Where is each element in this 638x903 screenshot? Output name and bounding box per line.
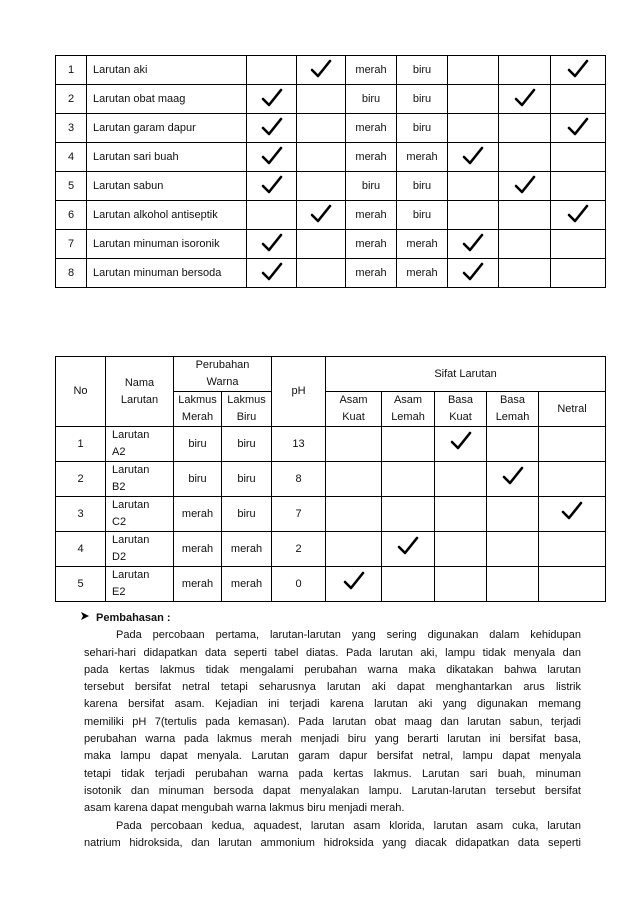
litmus-red-result: merah (346, 230, 397, 259)
table-row (56, 427, 606, 462)
litmus-blue-result: merah (397, 259, 448, 288)
check-cell (247, 143, 297, 172)
litmus-red-result: biru (174, 427, 222, 462)
solution-name: Larutan E2 (106, 567, 174, 602)
checkmark-icon (261, 175, 283, 195)
property-cell (487, 462, 539, 497)
litmus-red-result: merah (174, 567, 222, 602)
check-cell (499, 201, 551, 230)
solution-name: Larutan garam dapur (87, 114, 247, 143)
header-nama-larutan: Nama Larutan (106, 357, 174, 427)
header-netral: Netral (539, 392, 606, 427)
litmus-blue-result: merah (222, 567, 272, 602)
litmus-blue-result: biru (397, 201, 448, 230)
header-lakmus-merah: Lakmus Merah (174, 392, 222, 427)
discussion-paragraph-2 (84, 818, 581, 853)
property-cell (435, 567, 487, 602)
checkmark-icon (397, 536, 419, 556)
checkmark-icon (502, 466, 524, 486)
check-cell (297, 114, 346, 143)
check-cell (297, 56, 346, 85)
property-cell (326, 462, 382, 497)
row-number: 7 (56, 230, 87, 259)
litmus-blue-result: biru (222, 497, 272, 532)
paragraph-line: isotonik dan minuman bersoda dapat menyalakan lampu. Larutan-larutan tersebut bersifat (84, 784, 581, 797)
row-number: 8 (56, 259, 87, 288)
table-row (56, 172, 606, 201)
paragraph-line: maka lampu dapat menyala. Larutan garam dapur bersifat netral, lampu dapat menyala (84, 750, 581, 763)
check-cell (297, 143, 346, 172)
property-cell (382, 532, 435, 567)
check-cell (448, 85, 499, 114)
results-table-2 (55, 356, 606, 602)
litmus-red-result: biru (346, 172, 397, 201)
checkmark-icon (310, 59, 332, 79)
property-cell (539, 427, 606, 462)
check-cell (499, 172, 551, 201)
property-cell (539, 567, 606, 602)
ph-value: 0 (272, 567, 326, 602)
check-cell (551, 143, 606, 172)
checkmark-icon (514, 88, 536, 108)
checkmark-icon (261, 233, 283, 253)
paragraph-line: Pada percobaan kedua, aquadest, larutan asam klorida, larutan asam cuka, larutan (116, 819, 581, 832)
check-cell (448, 230, 499, 259)
check-cell (297, 230, 346, 259)
results-table-1 (55, 55, 606, 288)
table-row (56, 230, 606, 259)
litmus-blue-result: biru (397, 56, 448, 85)
property-cell (539, 462, 606, 497)
check-cell (499, 230, 551, 259)
checkmark-icon (261, 262, 283, 282)
check-cell (551, 201, 606, 230)
checkmark-icon (310, 204, 332, 224)
check-cell (297, 259, 346, 288)
check-cell (499, 56, 551, 85)
row-number: 1 (56, 427, 106, 462)
litmus-blue-result: biru (397, 172, 448, 201)
property-cell (487, 427, 539, 462)
property-cell (435, 427, 487, 462)
ph-value: 8 (272, 462, 326, 497)
litmus-red-result: merah (346, 259, 397, 288)
row-number: 4 (56, 143, 87, 172)
paragraph-line: natrium hidroksida, dan larutan ammonium hidroksida yang diacak didapatkan data seperti (84, 836, 581, 849)
header-asam-kuat: Asam Kuat (326, 392, 382, 427)
check-cell (499, 143, 551, 172)
property-cell (382, 567, 435, 602)
paragraph-line: pada kertas lakmus tidak mengalami perubahan warna maka dikatakan bahwa larutan (84, 663, 581, 676)
solution-name: Larutan obat maag (87, 85, 247, 114)
property-cell (539, 532, 606, 567)
check-cell (448, 259, 499, 288)
check-cell (247, 85, 297, 114)
check-cell (247, 172, 297, 201)
litmus-red-result: biru (174, 462, 222, 497)
litmus-blue-result: merah (222, 532, 272, 567)
property-cell (487, 497, 539, 532)
litmus-blue-result: biru (397, 85, 448, 114)
row-number: 4 (56, 532, 106, 567)
litmus-blue-result: merah (397, 143, 448, 172)
check-cell (551, 172, 606, 201)
solution-name: Larutan alkohol antiseptik (87, 201, 247, 230)
paragraph-line: sehari-hari didapatkan data seperti tabel diatas. Pada larutan aki, lampu tidak menyala dan (84, 646, 581, 659)
litmus-red-result: merah (174, 532, 222, 567)
property-cell (539, 497, 606, 532)
discussion-section (84, 610, 581, 852)
checkmark-icon (567, 204, 589, 224)
check-cell (297, 201, 346, 230)
property-cell (326, 567, 382, 602)
table-row (56, 56, 606, 85)
litmus-blue-result: biru (397, 114, 448, 143)
header-asam-lemah: Asam Lemah (382, 392, 435, 427)
checkmark-icon (561, 501, 583, 521)
check-cell (247, 201, 297, 230)
check-cell (448, 143, 499, 172)
table-row (56, 462, 606, 497)
property-cell (435, 462, 487, 497)
checkmark-icon (450, 431, 472, 451)
paragraph-line: memiliki pH 7(tertulis pada kemasan). Pada larutan obat maag dan larutan sabun, terjadi (84, 715, 581, 728)
checkmark-icon (462, 146, 484, 166)
row-number: 3 (56, 497, 106, 532)
solution-name: Larutan B2 (106, 462, 174, 497)
checkmark-icon (261, 88, 283, 108)
litmus-blue-result: biru (222, 462, 272, 497)
litmus-red-result: merah (346, 143, 397, 172)
paragraph-line: Pada percobaan pertama, larutan-larutan yang sering digunakan dalam kehidupan (116, 629, 581, 642)
solution-name: Larutan sari buah (87, 143, 247, 172)
property-cell (382, 497, 435, 532)
check-cell (448, 114, 499, 143)
discussion-paragraph-1 (84, 627, 581, 817)
solution-name: Larutan aki (87, 56, 247, 85)
solution-name: Larutan sabun (87, 172, 247, 201)
property-cell (435, 497, 487, 532)
header-sifat-larutan: Sifat Larutan (326, 357, 606, 392)
check-cell (448, 172, 499, 201)
table-row (56, 567, 606, 602)
litmus-red-result: merah (346, 114, 397, 143)
check-cell (551, 85, 606, 114)
property-cell (435, 532, 487, 567)
table-row (56, 259, 606, 288)
paragraph-line: tersebut bersifat netral tetapi seharusnya larutan aki dapat menghantarkan arus listrik (84, 681, 581, 694)
property-cell (487, 532, 539, 567)
checkmark-icon (514, 175, 536, 195)
check-cell (297, 172, 346, 201)
check-cell (499, 259, 551, 288)
checkmark-icon (261, 117, 283, 137)
check-cell (551, 259, 606, 288)
paragraph-line: asam karena dapat mengubah warna lakmus biru menjadi merah. (84, 802, 405, 815)
check-cell (448, 201, 499, 230)
check-cell (247, 259, 297, 288)
check-cell (247, 56, 297, 85)
check-cell (499, 114, 551, 143)
table-row (56, 143, 606, 172)
ph-value: 2 (272, 532, 326, 567)
checkmark-icon (462, 233, 484, 253)
checkmark-icon (567, 59, 589, 79)
paragraph-line: tetapi tidak terjadi perubahan warna pada kertas lakmus. Larutan sari buah, minuman (84, 767, 581, 780)
table-row (56, 497, 606, 532)
header-no: No (56, 357, 106, 427)
row-number: 2 (56, 85, 87, 114)
property-cell (326, 497, 382, 532)
litmus-red-result: biru (346, 85, 397, 114)
property-cell (382, 462, 435, 497)
property-cell (326, 532, 382, 567)
checkmark-icon (567, 117, 589, 137)
header-lakmus-biru: Lakmus Biru (222, 392, 272, 427)
checkmark-icon (261, 146, 283, 166)
check-cell (499, 85, 551, 114)
row-number: 6 (56, 201, 87, 230)
discussion-heading: Pembahasan : (80, 610, 581, 627)
row-number: 5 (56, 172, 87, 201)
litmus-red-result: merah (174, 497, 222, 532)
check-cell (551, 114, 606, 143)
property-cell (326, 427, 382, 462)
ph-value: 7 (272, 497, 326, 532)
check-cell (551, 56, 606, 85)
row-number: 2 (56, 462, 106, 497)
check-cell (448, 56, 499, 85)
header-basa-kuat: Basa Kuat (435, 392, 487, 427)
checkmark-icon (343, 571, 365, 591)
check-cell (297, 85, 346, 114)
row-number: 1 (56, 56, 87, 85)
table-row (56, 85, 606, 114)
paragraph-line: perubahan warna pada lakmus merah menjadi biru yang berarti larutan ini bersifat basa, (84, 733, 581, 746)
solution-name: Larutan A2 (106, 427, 174, 462)
header-ph: pH (272, 357, 326, 427)
litmus-blue-result: merah (397, 230, 448, 259)
solution-name: Larutan minuman bersoda (87, 259, 247, 288)
ph-value: 13 (272, 427, 326, 462)
check-cell (247, 230, 297, 259)
check-cell (247, 114, 297, 143)
solution-name: Larutan minuman isoronik (87, 230, 247, 259)
paragraph-line: karena bersifat asam. Kejadian ini terjadi karena larutan aki yang digunakan memang (84, 698, 581, 711)
header-basa-lemah: Basa Lemah (487, 392, 539, 427)
property-cell (382, 427, 435, 462)
property-cell (487, 567, 539, 602)
litmus-red-result: merah (346, 201, 397, 230)
litmus-red-result: merah (346, 56, 397, 85)
table-row (56, 114, 606, 143)
solution-name: Larutan D2 (106, 532, 174, 567)
check-cell (551, 230, 606, 259)
table-row (56, 532, 606, 567)
litmus-blue-result: biru (222, 427, 272, 462)
solution-name: Larutan C2 (106, 497, 174, 532)
table-row (56, 201, 606, 230)
header-perubahan-warna: Perubahan Warna (174, 357, 272, 392)
checkmark-icon (462, 262, 484, 282)
row-number: 5 (56, 567, 106, 602)
row-number: 3 (56, 114, 87, 143)
arrow-bullet-icon (80, 610, 96, 627)
